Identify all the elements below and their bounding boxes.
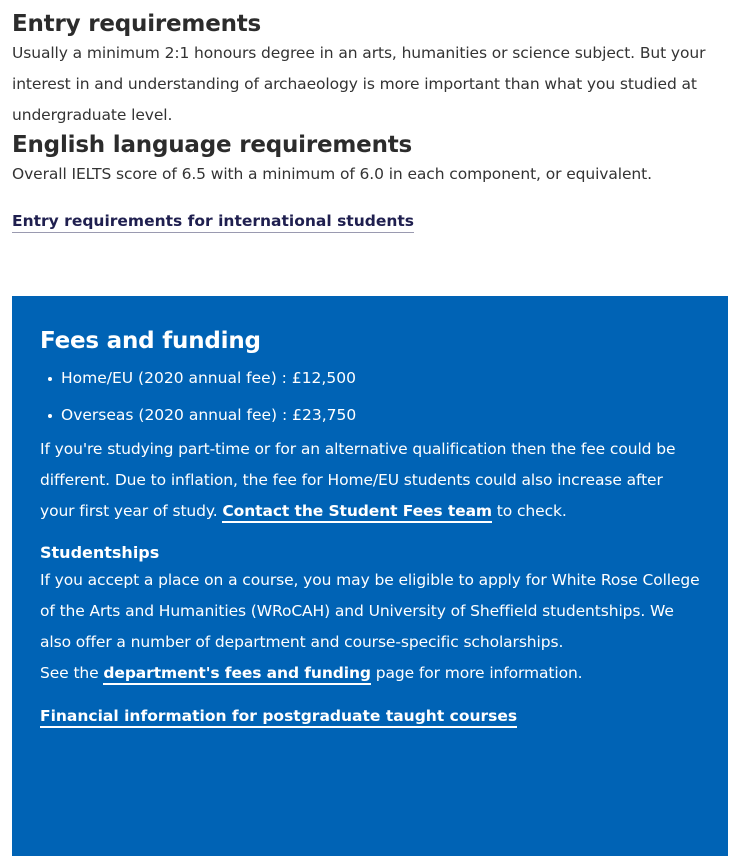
fee-item-overseas	[48, 397, 700, 434]
studentships-heading: Studentships	[40, 543, 160, 562]
international-requirements-link[interactable]: Entry requirements for international students	[12, 211, 414, 233]
fees-heading: Fees and funding	[40, 328, 261, 354]
fee-item-label: Overseas (2020 annual fee) : £23,750	[61, 406, 357, 424]
department-fees-link[interactable]: department's fees and funding	[103, 664, 371, 685]
entry-requirements-text: Usually a minimum 2:1 honours degree in an arts, humanities or science subject. But your interest in and understanding of archaeology is more important than what you studied at undergraduate level.	[12, 44, 706, 124]
entry-requirements-section	[0, 0, 741, 233]
entry-requirements-heading: Entry requirements	[12, 11, 262, 37]
fees-note-suffix: to check.	[491, 502, 567, 520]
fees-note	[40, 434, 700, 527]
see-note-prefix: See the	[40, 664, 104, 682]
fees-and-funding-panel	[12, 296, 728, 856]
studentships-text: If you accept a place on a course, you may be eligible to apply for White Rose College of the Arts and Humanities (WRoCAH) and University of Sheffield studentships. We also offer a number of department and course-specific scholarships.	[40, 571, 700, 651]
financial-information-link[interactable]: Financial information for postgraduate taught courses	[40, 707, 517, 728]
fee-item-label: Home/EU (2020 annual fee) : £12,500	[61, 369, 356, 387]
english-requirements-heading: English language requirements	[12, 132, 413, 158]
bullet-icon	[48, 377, 52, 381]
english-requirements-text: Overall IELTS score of 6.5 with a minimum of 6.0 in each component, or equivalent.	[12, 165, 652, 183]
see-department-note	[40, 658, 700, 689]
fees-note-text: If you're studying part-time or for an alternative qualification then the fee could be different. Due to inflation, the fee for Home/EU students could also increase after your first year of study.	[40, 440, 676, 520]
contact-student-fees-link[interactable]: Contact the Student Fees team	[222, 502, 492, 523]
see-note-suffix: page for more information.	[370, 664, 583, 682]
fees-list	[40, 360, 700, 434]
fee-item-home-eu	[48, 360, 700, 397]
financial-info-wrapper	[40, 705, 700, 727]
bullet-icon	[48, 414, 52, 418]
